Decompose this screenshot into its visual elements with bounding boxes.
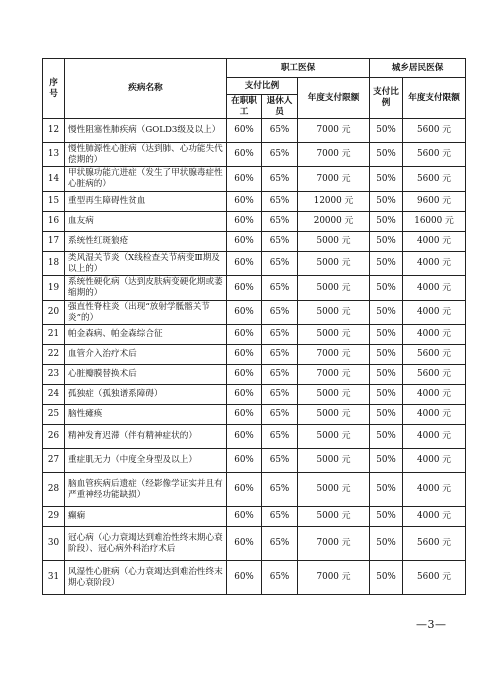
resident-limit: 16000 元 bbox=[403, 211, 466, 231]
header-pay-ratio: 支付比例 bbox=[227, 78, 298, 95]
in-service-ratio: 60% bbox=[227, 167, 262, 191]
in-service-ratio: 60% bbox=[227, 231, 262, 251]
table-row bbox=[43, 405, 466, 425]
annual-limit: 5000 元 bbox=[298, 449, 370, 473]
resident-limit: 4000 元 bbox=[403, 507, 466, 527]
row-number: 25 bbox=[43, 405, 65, 425]
row-number: 17 bbox=[43, 231, 65, 251]
resident-limit: 4000 元 bbox=[403, 385, 466, 405]
resident-limit: 5600 元 bbox=[403, 527, 466, 561]
annual-limit: 5000 元 bbox=[298, 405, 370, 425]
annual-limit: 7000 元 bbox=[298, 143, 370, 167]
annual-limit: 7000 元 bbox=[298, 345, 370, 365]
annual-limit: 5000 元 bbox=[298, 300, 370, 324]
resident-ratio: 50% bbox=[370, 191, 403, 211]
resident-ratio: 50% bbox=[370, 211, 403, 231]
row-number: 26 bbox=[43, 425, 65, 449]
annual-limit: 7000 元 bbox=[298, 365, 370, 385]
row-number: 15 bbox=[43, 191, 65, 211]
table-body bbox=[43, 119, 466, 595]
resident-ratio: 50% bbox=[370, 561, 403, 595]
retired-ratio: 65% bbox=[262, 425, 298, 449]
row-number: 30 bbox=[43, 527, 65, 561]
retired-ratio: 65% bbox=[262, 276, 298, 300]
resident-ratio: 50% bbox=[370, 425, 403, 449]
disease-name: 甲状腺功能亢进症（发生了甲状腺毒症性心脏病的） bbox=[65, 167, 227, 191]
retired-ratio: 65% bbox=[262, 365, 298, 385]
retired-ratio: 65% bbox=[262, 473, 298, 507]
resident-ratio: 50% bbox=[370, 167, 403, 191]
table-row bbox=[43, 473, 466, 507]
retired-ratio: 65% bbox=[262, 561, 298, 595]
table-row bbox=[43, 143, 466, 167]
in-service-ratio: 60% bbox=[227, 191, 262, 211]
header-employee-insurance: 职工医保 bbox=[227, 59, 370, 78]
annual-limit: 20000 元 bbox=[298, 211, 370, 231]
table-row bbox=[43, 251, 466, 275]
disease-name: 类风湿关节炎（X线检查关节病变Ⅲ期及以上的） bbox=[65, 251, 227, 275]
resident-limit: 4000 元 bbox=[403, 251, 466, 275]
row-number: 13 bbox=[43, 143, 65, 167]
in-service-ratio: 60% bbox=[227, 119, 262, 143]
in-service-ratio: 60% bbox=[227, 143, 262, 167]
resident-limit: 5600 元 bbox=[403, 345, 466, 365]
table-row bbox=[43, 231, 466, 251]
medical-insurance-table bbox=[42, 58, 466, 595]
row-number: 12 bbox=[43, 119, 65, 143]
row-number: 24 bbox=[43, 385, 65, 405]
resident-limit: 5600 元 bbox=[403, 365, 466, 385]
resident-ratio: 50% bbox=[370, 405, 403, 425]
annual-limit: 5000 元 bbox=[298, 385, 370, 405]
header-resident-ratio: 支付比例 bbox=[370, 78, 403, 119]
row-number: 20 bbox=[43, 300, 65, 324]
table-row bbox=[43, 191, 466, 211]
retired-ratio: 65% bbox=[262, 385, 298, 405]
annual-limit: 7000 元 bbox=[298, 561, 370, 595]
resident-ratio: 50% bbox=[370, 507, 403, 527]
resident-limit: 4000 元 bbox=[403, 276, 466, 300]
annual-limit: 5000 元 bbox=[298, 231, 370, 251]
in-service-ratio: 60% bbox=[227, 365, 262, 385]
resident-ratio: 50% bbox=[370, 385, 403, 405]
row-number: 18 bbox=[43, 251, 65, 275]
table-row bbox=[43, 561, 466, 595]
row-number: 22 bbox=[43, 345, 65, 365]
annual-limit: 7000 元 bbox=[298, 527, 370, 561]
header-annual-limit: 年度支付限额 bbox=[298, 78, 370, 119]
disease-name: 癫痫 bbox=[65, 507, 227, 527]
in-service-ratio: 60% bbox=[227, 385, 262, 405]
disease-name: 血友病 bbox=[65, 211, 227, 231]
disease-name: 血管介入治疗术后 bbox=[65, 345, 227, 365]
annual-limit: 5000 元 bbox=[298, 325, 370, 345]
resident-ratio: 50% bbox=[370, 231, 403, 251]
resident-ratio: 50% bbox=[370, 143, 403, 167]
row-number: 31 bbox=[43, 561, 65, 595]
retired-ratio: 65% bbox=[262, 231, 298, 251]
disease-name: 强直性脊柱炎（出现“放射学骶髂关节炎”的） bbox=[65, 300, 227, 324]
annual-limit: 5000 元 bbox=[298, 425, 370, 449]
resident-limit: 5600 元 bbox=[403, 167, 466, 191]
page-number: —3— bbox=[416, 618, 447, 631]
resident-limit: 4000 元 bbox=[403, 449, 466, 473]
resident-limit: 4000 元 bbox=[403, 300, 466, 324]
annual-limit: 7000 元 bbox=[298, 167, 370, 191]
disease-name: 系统性红斑狼疮 bbox=[65, 231, 227, 251]
retired-ratio: 65% bbox=[262, 507, 298, 527]
table-row bbox=[43, 449, 466, 473]
disease-name: 帕金森病、帕金森综合征 bbox=[65, 325, 227, 345]
disease-name: 慢性肺源性心脏病（达到肺、心功能失代偿期的） bbox=[65, 143, 227, 167]
disease-name: 慢性阻塞性肺疾病（GOLD3级及以上） bbox=[65, 119, 227, 143]
row-number: 16 bbox=[43, 211, 65, 231]
disease-name: 孤独症（孤独谱系障碍） bbox=[65, 385, 227, 405]
resident-ratio: 50% bbox=[370, 473, 403, 507]
in-service-ratio: 60% bbox=[227, 425, 262, 449]
annual-limit: 5000 元 bbox=[298, 473, 370, 507]
annual-limit: 7000 元 bbox=[298, 119, 370, 143]
resident-limit: 5600 元 bbox=[403, 143, 466, 167]
in-service-ratio: 60% bbox=[227, 211, 262, 231]
table-row bbox=[43, 119, 466, 143]
resident-limit: 4000 元 bbox=[403, 405, 466, 425]
retired-ratio: 65% bbox=[262, 325, 298, 345]
row-number: 29 bbox=[43, 507, 65, 527]
retired-ratio: 65% bbox=[262, 251, 298, 275]
resident-ratio: 50% bbox=[370, 325, 403, 345]
row-number: 23 bbox=[43, 365, 65, 385]
table-row bbox=[43, 385, 466, 405]
resident-ratio: 50% bbox=[370, 527, 403, 561]
table-row bbox=[43, 365, 466, 385]
disease-name: 重型再生障碍性贫血 bbox=[65, 191, 227, 211]
disease-name: 精神发育迟滞（伴有精神症状的） bbox=[65, 425, 227, 449]
resident-ratio: 50% bbox=[370, 251, 403, 275]
table-row bbox=[43, 345, 466, 365]
resident-limit: 4000 元 bbox=[403, 425, 466, 449]
row-number: 19 bbox=[43, 276, 65, 300]
retired-ratio: 65% bbox=[262, 449, 298, 473]
table-row bbox=[43, 507, 466, 527]
disease-name: 心脏瓣膜替换术后 bbox=[65, 365, 227, 385]
table-row bbox=[43, 167, 466, 191]
resident-ratio: 50% bbox=[370, 449, 403, 473]
disease-name: 脑性瘫痪 bbox=[65, 405, 227, 425]
in-service-ratio: 60% bbox=[227, 473, 262, 507]
retired-ratio: 65% bbox=[262, 405, 298, 425]
retired-ratio: 65% bbox=[262, 167, 298, 191]
retired-ratio: 65% bbox=[262, 527, 298, 561]
resident-ratio: 50% bbox=[370, 365, 403, 385]
annual-limit: 5000 元 bbox=[298, 276, 370, 300]
retired-ratio: 65% bbox=[262, 345, 298, 365]
annual-limit: 5000 元 bbox=[298, 251, 370, 275]
retired-ratio: 65% bbox=[262, 211, 298, 231]
resident-limit: 4000 元 bbox=[403, 325, 466, 345]
resident-ratio: 50% bbox=[370, 345, 403, 365]
table-row bbox=[43, 527, 466, 561]
retired-ratio: 65% bbox=[262, 143, 298, 167]
row-number: 14 bbox=[43, 167, 65, 191]
in-service-ratio: 60% bbox=[227, 325, 262, 345]
disease-name: 风湿性心脏病（心力衰竭达到难治性终末期心衰阶段） bbox=[65, 561, 227, 595]
resident-limit: 4000 元 bbox=[403, 473, 466, 507]
disease-name: 脑血管疾病后遗症（经影像学证实并且有严重神经功能缺损） bbox=[65, 473, 227, 507]
resident-ratio: 50% bbox=[370, 119, 403, 143]
in-service-ratio: 60% bbox=[227, 276, 262, 300]
in-service-ratio: 60% bbox=[227, 507, 262, 527]
in-service-ratio: 60% bbox=[227, 527, 262, 561]
disease-name: 冠心病（心力衰竭达到难治性终末期心衰阶段）、冠心病外科治疗术后 bbox=[65, 527, 227, 561]
header-resident-limit: 年度支付限额 bbox=[403, 78, 466, 119]
disease-name: 系统性硬化病（达到皮肤病变硬化期或萎缩期的） bbox=[65, 276, 227, 300]
annual-limit: 5000 元 bbox=[298, 507, 370, 527]
in-service-ratio: 60% bbox=[227, 449, 262, 473]
resident-limit: 9600 元 bbox=[403, 191, 466, 211]
resident-ratio: 50% bbox=[370, 300, 403, 324]
header-retired: 退休人员 bbox=[262, 95, 298, 119]
header-resident-insurance: 城乡居民医保 bbox=[370, 59, 466, 78]
in-service-ratio: 60% bbox=[227, 405, 262, 425]
row-number: 28 bbox=[43, 473, 65, 507]
retired-ratio: 65% bbox=[262, 300, 298, 324]
disease-name: 重症肌无力（中度全身型及以上） bbox=[65, 449, 227, 473]
in-service-ratio: 60% bbox=[227, 561, 262, 595]
retired-ratio: 65% bbox=[262, 119, 298, 143]
table-row bbox=[43, 325, 466, 345]
in-service-ratio: 60% bbox=[227, 345, 262, 365]
row-number: 27 bbox=[43, 449, 65, 473]
table-row bbox=[43, 276, 466, 300]
annual-limit: 12000 元 bbox=[298, 191, 370, 211]
resident-limit: 5600 元 bbox=[403, 561, 466, 595]
in-service-ratio: 60% bbox=[227, 251, 262, 275]
header-seq: 序号 bbox=[43, 59, 65, 119]
retired-ratio: 65% bbox=[262, 191, 298, 211]
in-service-ratio: 60% bbox=[227, 300, 262, 324]
resident-limit: 5600 元 bbox=[403, 119, 466, 143]
header-in-service: 在职职工 bbox=[227, 95, 262, 119]
row-number: 21 bbox=[43, 325, 65, 345]
table-row bbox=[43, 300, 466, 324]
table-row bbox=[43, 425, 466, 449]
table-row bbox=[43, 211, 466, 231]
resident-ratio: 50% bbox=[370, 276, 403, 300]
header-disease: 疾病名称 bbox=[65, 59, 227, 119]
resident-limit: 4000 元 bbox=[403, 231, 466, 251]
